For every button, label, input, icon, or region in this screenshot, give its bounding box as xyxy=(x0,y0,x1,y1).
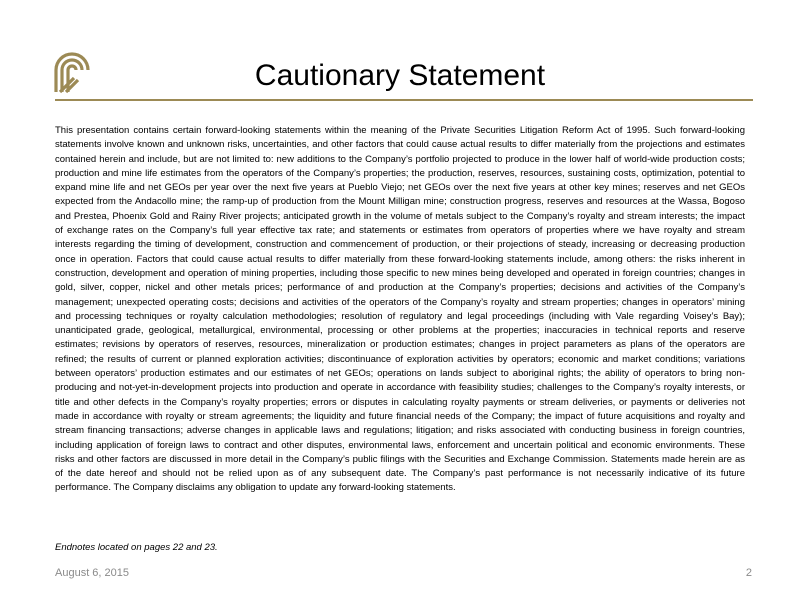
endnotes-note: Endnotes located on pages 22 and 23. xyxy=(55,542,218,553)
title-divider xyxy=(55,99,753,101)
footer-date: August 6, 2015 xyxy=(55,567,130,579)
page-number: 2 xyxy=(745,567,752,579)
page-title: Cautionary Statement xyxy=(254,59,546,92)
cautionary-paragraph: This presentation contains certain forward-looking statements within the meaning of the Private Securities Litigation Reform Act of 1995. Such forward-looking statements involve known and unknown risks, uncertainties, and other factors that could cause actual results to differ materially from the projections and estimates contained herein and include, but are not limited to: new additions to the Company’s portfolio projected to produce in the lower half of world-wide production costs; production and mine life estimates from the operators of the Company’s properties; the production, reserves, resources, sustaining costs, optimization, potential to expand mine life and net GEOs per year over the next five years at Pueblo Viejo; net GEOs over the next five years at other key mines; reserves and net GEOs expected from the Andacollo mine; the ramp-up of production from the Mount Milligan mine; construction progress, reserves and resources at the Wassa, Bogoso and Prestea, Phoenix Gold and Rainy River projects; anticipated growth in the volume of metals subject to the Company’s royalty and stream interests; the impact of exchange rates on the Company’s full year effective tax rate; and statements or estimates from operators of properties where we have royalty and stream interests regarding the timing of development, construction and commencement of production, or their projections of steady, increasing or decreasing production once in operation. Factors that could cause actual results to differ materially from these forward-looking statements include, among others: the risks inherent in construction, development and operation of mining properties, including those specific to new mines being developed and operated in foreign countries; changes in gold, silver, copper, nickel and other metals prices; performance of and production at the Company’s properties; decisions and activities of the Company’s management; unexpected operating costs; decisions and activities of the operators of the Company’s royalty and stream properties; changes in operators’ mining and processing techniques or royalty calculation methodologies; resolution of regulatory and legal proceedings (including with Vale regarding Voisey’s Bay); unanticipated grade, geological, metallurgical, environmental, processing or other problems at the properties; inaccuracies in technical reports and reserve estimates; revisions by operators of reserves, resources, mineralization or production estimates; changes in project parameters as plans of the operators are refined; the results of current or planned exploration activities; discontinuance of exploration activities by operators; economic and market conditions; variations between operators’ production estimates and our estimates of net GEOs; operations on lands subject to aboriginal rights; the ability of operators to bring non-producing and not-yet-in-development projects into production and operate in accordance with feasibility studies; challenges to the Company’s royalty interests, or title and other defects in the Company’s royalty properties; errors or disputes in calculating royalty payments or stream deliveries, or payments or deliveries not made in accordance with royalty or stream agreements; the liquidity and future financial needs of the Company; the impact of future acquisitions and royalty and stream financing transactions; adverse changes in applicable laws and regulations; litigation; and risks associated with conducting business in foreign countries, including application of foreign laws to contract and other disputes, environmental laws, enforcement and uncertain political and economic environments. These risks and other factors are discussed in more detail in the Company’s public filings with the Securities and Exchange Commission. Statements made herein are as of the date hereof and should not be relied upon as of any subsequent date. The Company’s past performance is not necessarily indicative of its future performance. The Company disclaims any obligation to update any forward-looking statements. xyxy=(55,125,745,494)
